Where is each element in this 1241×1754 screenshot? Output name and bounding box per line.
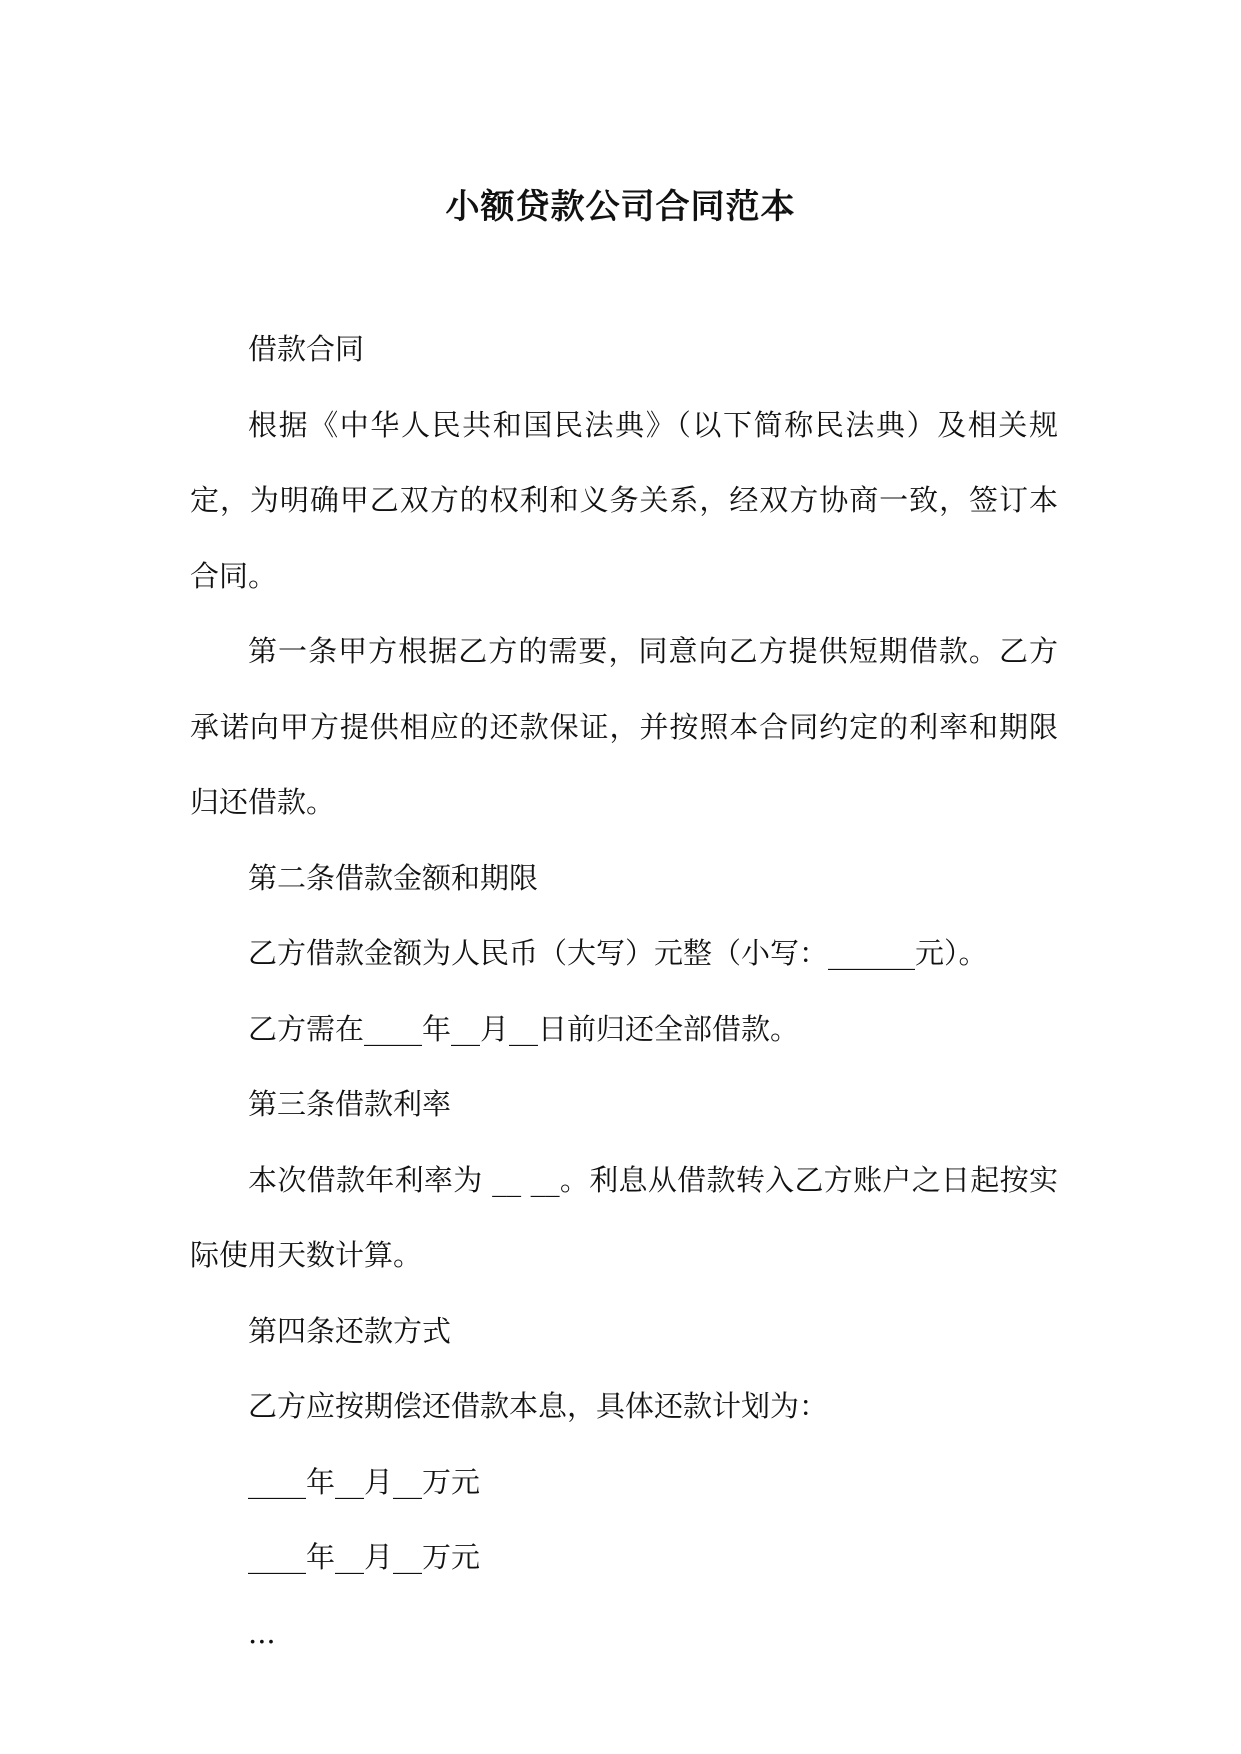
heading-loan-contract: 借款合同 bbox=[248, 332, 365, 366]
paragraph-repayment-deadline: 乙方需在____年__月__日前归还全部借款。 bbox=[248, 1011, 800, 1046]
paragraph-article-1: 第一条甲方根据乙方的需要，同意向乙方提供短期借款。乙方承诺向甲方提供相应的还款保证，并按照本合同约定的利率和期限归还借款。 bbox=[190, 634, 1058, 819]
paragraph-preamble: 根据《中华人民共和国民法典》（以下简称民法典）及相关规定，为明确甲乙双方的权利和义务关系，经双方协商一致，签订本合同。 bbox=[190, 407, 1058, 593]
heading-article-3: 第三条借款利率 bbox=[248, 1087, 452, 1121]
ellipsis: ... bbox=[248, 1615, 276, 1650]
document-title: 小额贷款公司合同范本 bbox=[445, 187, 796, 227]
repayment-plan-line: ____年__月__万元 bbox=[248, 1540, 481, 1574]
paragraph-interest-rate: 本次借款年利率为 __ __。利息从借款转入乙方账户之日起按实际使用天数计算。 bbox=[190, 1162, 1058, 1272]
repayment-plan-line: ____年__月__万元 bbox=[248, 1464, 481, 1499]
heading-article-2: 第二条借款金额和期限 bbox=[248, 860, 539, 895]
heading-article-4: 第四条还款方式 bbox=[248, 1313, 452, 1348]
paragraph-loan-amount: 乙方借款金额为人民币（大写）元整（小写：______元）。 bbox=[248, 936, 988, 970]
paragraph-repayment-plan: 乙方应按期偿还借款本息，具体还款计划为： bbox=[248, 1389, 829, 1423]
document-body bbox=[190, 312, 1058, 1671]
